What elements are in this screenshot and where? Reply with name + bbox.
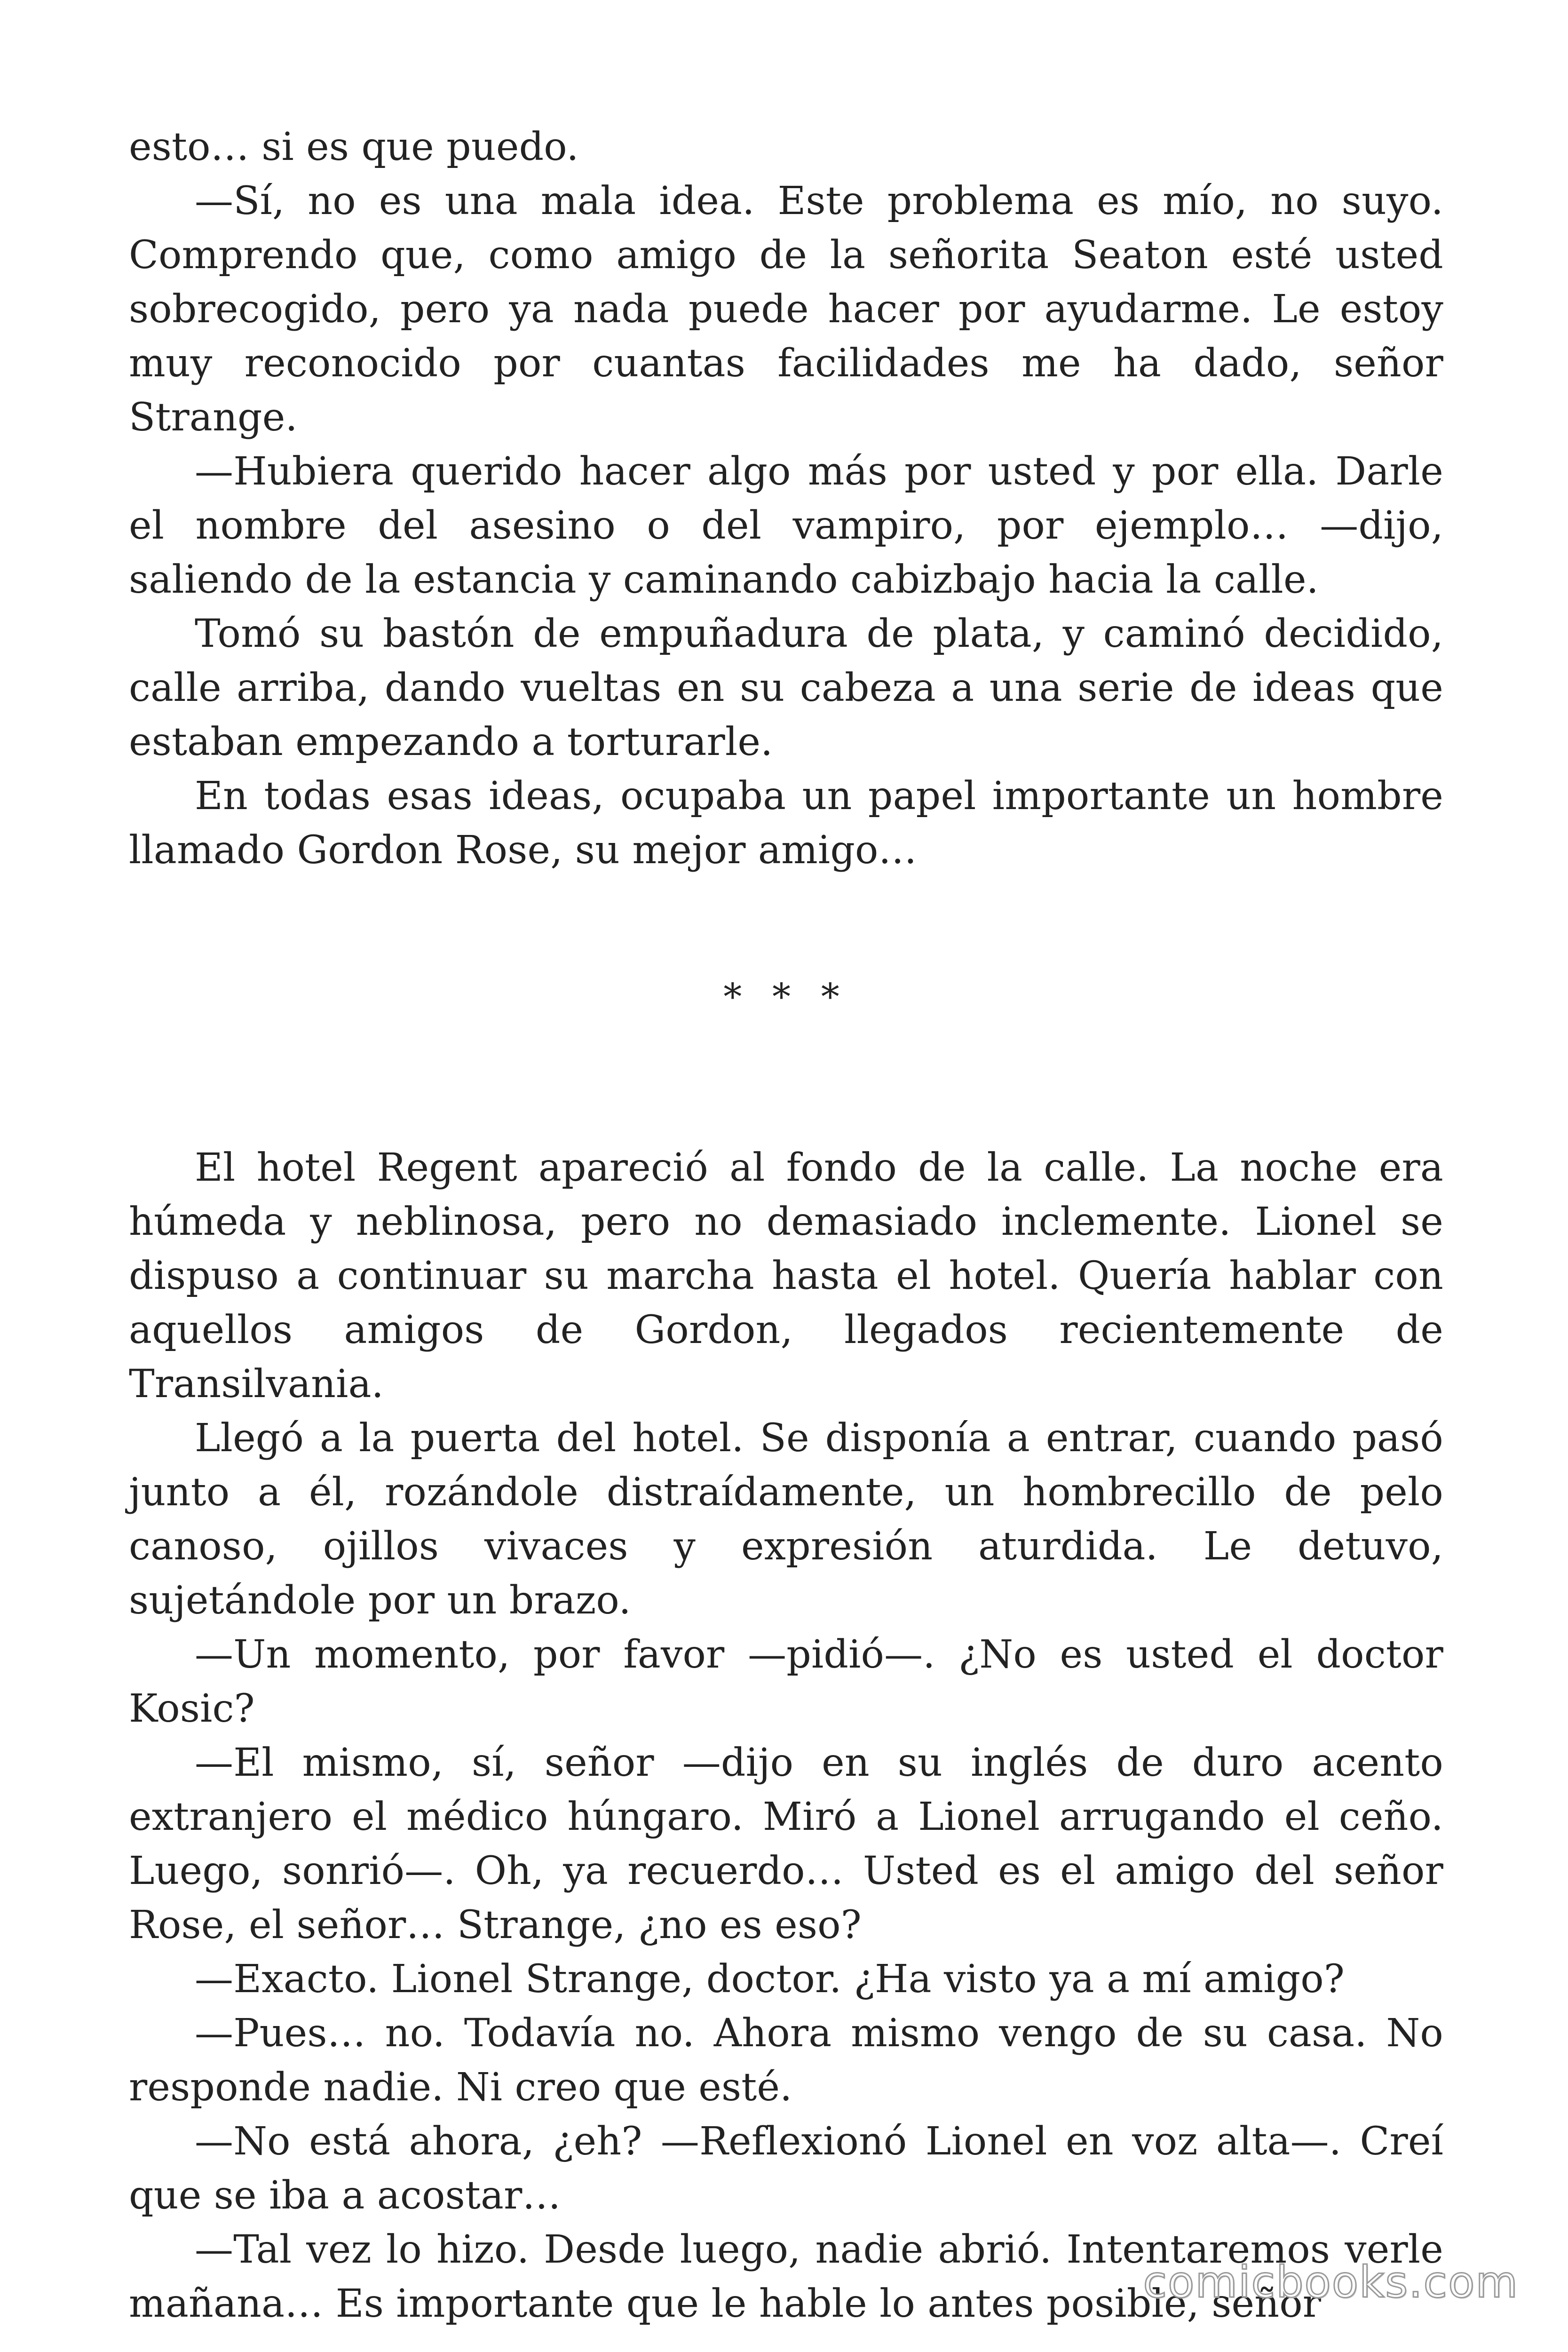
paragraph: Llegó a la puerta del hotel. Se disponía a entrar, cuando pasó junto a él, rozándole distraídamente, un hombrecillo de pelo canoso, ojillos vivaces y expresión aturdida. Le detuvo, sujetándole por un brazo. xyxy=(129,1416,1443,1623)
paragraph: —No está ahora, ¿eh? —Reflexionó Lionel en voz alta—. Creí que se iba a acostar… xyxy=(129,2119,1443,2218)
paragraph: esto… si es que puedo. xyxy=(129,125,579,169)
paragraph: El hotel Regent apareció al fondo de la calle. La noche era húmeda y neblinosa, pero no demasiado inclemente. Lionel se dispuso a continuar su marcha hasta el hotel. Quería hablar con aquellos amigos de Gordon, llegados recientemente de Transilvania. xyxy=(129,1145,1443,1406)
paragraph: —Un momento, por favor —pidió—. ¿No es usted el doctor Kosic? xyxy=(129,1632,1443,1731)
book-page xyxy=(129,120,1443,2331)
paragraph: —Sí, no es una mala idea. Este problema es mío, no suyo. Comprendo que, como amigo de la señorita Seaton esté usted sobrecogido, pero ya nada puede hacer por ayudarme. Le estoy muy reconocido por cuantas facilidades me ha dado, señor Strange. xyxy=(129,179,1443,440)
text-block-lower xyxy=(129,1141,1443,2331)
text-block-upper xyxy=(129,120,1443,877)
paragraph: —Tal vez lo hizo. Desde luego, nadie abrió. Intentaremos verle mañana… Es importante que le hable lo antes posible, señor xyxy=(129,2227,1443,2326)
paragraph: —El mismo, sí, señor —dijo en su inglés de duro acento extranjero el médico húngaro. Miró a Lionel arrugando el ceño. Luego, sonrió—. Oh, ya recuerdo… Usted es el amigo del señor Rose, el señor… Strange, ¿no es eso? xyxy=(129,1740,1443,1947)
paragraph: En todas esas ideas, ocupaba un papel importante un hombre llamado Gordon Rose, su mejor amigo… xyxy=(129,774,1443,873)
paragraph: Tomó su bastón de empuñadura de plata, y caminó decidido, calle arriba, dando vueltas en su cabeza a una serie de ideas que estaban empezando a torturarle. xyxy=(129,612,1443,764)
section-divider: * * * xyxy=(723,976,849,1018)
paragraph: —Exacto. Lionel Strange, doctor. ¿Ha visto ya a mí amigo? xyxy=(195,1957,1345,2002)
paragraph: —Pues… no. Todavía no. Ahora mismo vengo de su casa. No responde nadie. Ni creo que esté. xyxy=(129,2011,1443,2110)
paragraph: —Hubiera querido hacer algo más por usted y por ella. Darle el nombre del asesino o del vampiro, por ejemplo… —dijo, saliendo de la estancia y caminando cabizbajo hacia la calle. xyxy=(129,449,1443,602)
watermark-text: comicbooks.com xyxy=(1143,2257,1519,2307)
